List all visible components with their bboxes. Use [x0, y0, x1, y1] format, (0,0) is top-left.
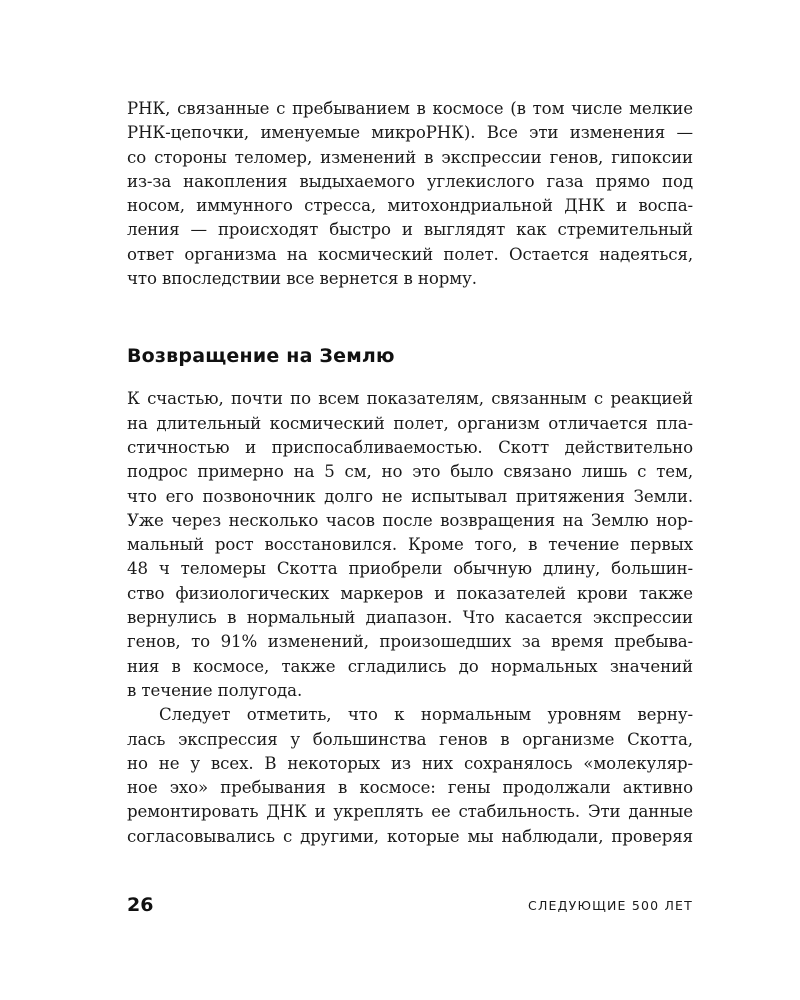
text-line: вернулись в нормальный диапазон. Что касается экспрессии — [127, 608, 693, 628]
text-line: РНК, связанные с пребыванием в космосе (в том числе мелкие — [127, 99, 693, 118]
text-line: согласовывались с другими, которые мы наблюдали, проверяя — [127, 826, 693, 846]
text-line: стичностью и приспосабливаемостью. Скотт действительно — [127, 437, 693, 457]
text-line: ремонтировать ДНК и укреплять ее стабильность. Эти данные — [127, 802, 693, 822]
text-line: Уже через несколько часов после возвращения на Землю нор- — [127, 510, 693, 530]
text-line: но не у всех. В некоторых из них сохранялось «молекуляр- — [127, 753, 693, 773]
text-line: подрос примерно на 5 см, но это было связано лишь с тем, — [127, 462, 693, 482]
text-line: ления — происходят быстро и выглядят как стремительный — [127, 220, 693, 240]
text-line: ство физиологических маркеров и показателей крови также — [127, 583, 693, 603]
text-line: что впоследствии все вернется в норму. — [127, 269, 477, 289]
text-line: в течение полугода. — [127, 680, 303, 700]
text-line: ответ организма на космический полет. Остается надеяться, — [127, 244, 693, 264]
paragraph-2 — [127, 387, 693, 703]
paragraph-1 — [127, 97, 693, 291]
text-line: Следует отметить, что к нормальным уровням верну- — [159, 705, 693, 725]
text-line: на длительный космический полет, организм отличается пла- — [127, 413, 693, 433]
page-body — [127, 97, 693, 849]
running-title: СЛЕДУЮЩИЕ 500 ЛЕТ — [528, 898, 693, 913]
text-line: ния в космосе, также сгладились до нормальных значений — [127, 656, 693, 676]
text-line: РНК-цепочки, именуемые микроРНК). Все эти изменения — — [127, 123, 693, 143]
section-heading: Возвращение на Землю — [127, 345, 395, 368]
paragraph-3 — [127, 703, 693, 849]
page-number: 26 — [127, 894, 154, 916]
text-line: носом, иммунного стресса, митохондриальной ДНК и воспа- — [127, 196, 693, 216]
text-line: К счастью, почти по всем показателям, связанным с реакцией — [127, 389, 693, 409]
text-line: лась экспрессия у большинства генов в организме Скотта, — [127, 729, 693, 749]
text-line: мальный рост восстановился. Кроме того, в течение первых — [127, 535, 693, 555]
text-line: ное эхо» пребывания в космосе: гены продолжали активно — [127, 778, 693, 798]
text-line: из-за накопления выдыхаемого углекислого газа прямо под — [127, 171, 693, 191]
text-line: 48 ч теломеры Скотта приобрели обычную длину, большин- — [127, 559, 693, 579]
text-line: генов, то 91% изменений, произошедших за время пребыва- — [127, 632, 693, 652]
text-line: что его позвоночник долго не испытывал притяжения Земли. — [127, 486, 693, 506]
page-footer — [127, 893, 693, 917]
text-line: со стороны теломер, изменений в экспрессии генов, гипоксии — [127, 147, 693, 167]
